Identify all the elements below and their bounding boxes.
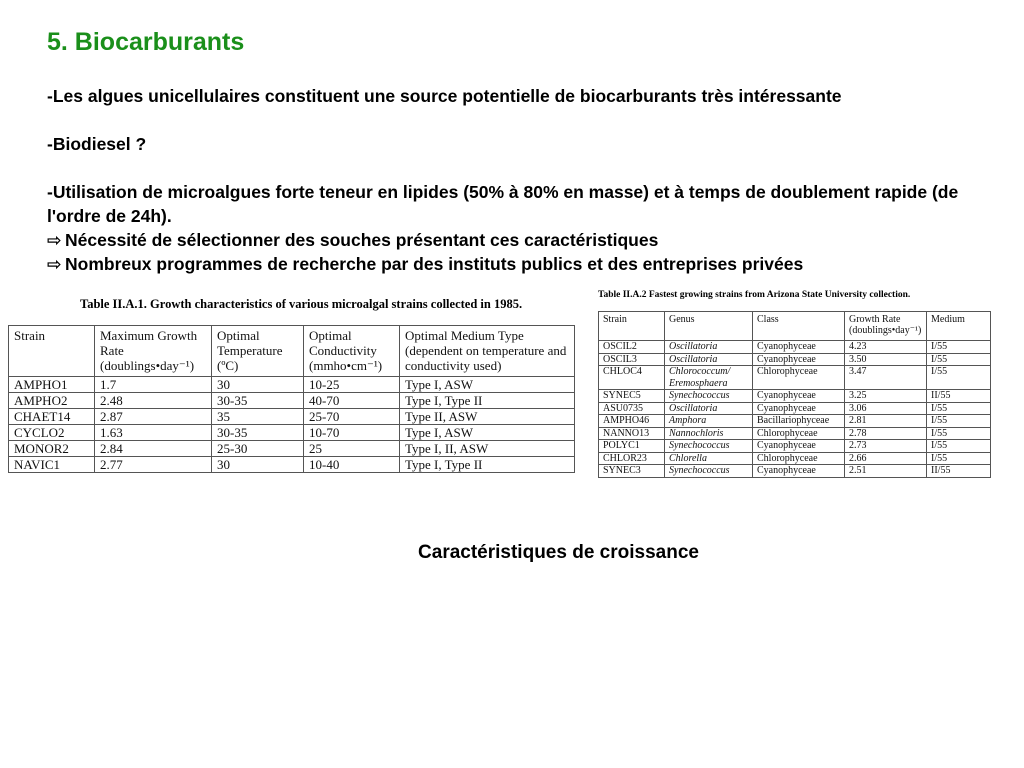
- table-row: [599, 452, 991, 465]
- header-growth-rate: Growth Rate (doublings•day⁻¹): [845, 312, 927, 341]
- table-row: [599, 440, 991, 453]
- table-cell: MONOR2: [9, 441, 95, 457]
- table-cell: 3.47: [845, 366, 927, 390]
- table-cell: 2.77: [95, 457, 212, 473]
- table-cell: I/55: [927, 353, 991, 366]
- table-row: [9, 457, 575, 473]
- table-cell: Type II, ASW: [400, 409, 575, 425]
- table-cell: II/55: [927, 465, 991, 478]
- table-row: [599, 427, 991, 440]
- table-cell: NAVIC1: [9, 457, 95, 473]
- table-cell: I/55: [927, 366, 991, 390]
- table-cell: 1.7: [95, 377, 212, 393]
- table-cell: Synechococcus: [665, 390, 753, 403]
- table-cell: Chlorophyceae: [753, 366, 845, 390]
- text-line-algues: -Les algues unicellulaires constituent une source potentielle de biocarburants très intéressante: [47, 86, 842, 106]
- table-row: [599, 341, 991, 354]
- table-row: [9, 409, 575, 425]
- table-cell: 2.51: [845, 465, 927, 478]
- table-cell: 40-70: [304, 393, 400, 409]
- table-cell: 25: [304, 441, 400, 457]
- table-cell: II/55: [927, 390, 991, 403]
- table-cell: SYNEC5: [599, 390, 665, 403]
- header-strain: Strain: [599, 312, 665, 341]
- right-arrow-icon: ⇨: [47, 230, 62, 250]
- table-cell: OSCIL2: [599, 341, 665, 354]
- table-cell: 30: [212, 377, 304, 393]
- table-cell: 2.73: [845, 440, 927, 453]
- table-cell: I/55: [927, 341, 991, 354]
- table-growth-characteristics: [8, 325, 575, 473]
- table-row: [599, 390, 991, 403]
- table-cell: Synechococcus: [665, 465, 753, 478]
- table-cell: CHLOC4: [599, 366, 665, 390]
- table-cell: Oscillatoria: [665, 402, 753, 415]
- table-cell: Chlorococcum/ Eremosphaera: [665, 366, 753, 390]
- table-row: [599, 465, 991, 478]
- bullet-programmes: [47, 252, 1007, 276]
- table-cell: 30-35: [212, 393, 304, 409]
- table-row: [599, 366, 991, 390]
- table-header-row: [599, 312, 991, 341]
- table-cell: Nannochloris: [665, 427, 753, 440]
- table-cell: Cyanophyceae: [753, 440, 845, 453]
- table-cell: 10-40: [304, 457, 400, 473]
- table-cell: 10-25: [304, 377, 400, 393]
- table-cell: I/55: [927, 440, 991, 453]
- table-cell: I/55: [927, 402, 991, 415]
- table-cell: Bacillariophyceae: [753, 415, 845, 428]
- table-row: [9, 425, 575, 441]
- table-cell: Oscillatoria: [665, 353, 753, 366]
- table-cell: CYCLO2: [9, 425, 95, 441]
- table-cell: 2.87: [95, 409, 212, 425]
- table-cell: Synechococcus: [665, 440, 753, 453]
- table-cell: Chlorophyceae: [753, 427, 845, 440]
- table-cell: Oscillatoria: [665, 341, 753, 354]
- bullet-selection-text: Nécessité de sélectionner des souches présentant ces caractéristiques: [65, 230, 659, 250]
- table-cell: AMPHO1: [9, 377, 95, 393]
- table-cell: CHAET14: [9, 409, 95, 425]
- table-cell: Cyanophyceae: [753, 402, 845, 415]
- header-medium-type: Optimal Medium Type (dependent on temperature and conductivity used): [400, 326, 575, 377]
- header-medium: Medium: [927, 312, 991, 341]
- text-line-biodiesel: -Biodiesel ?: [47, 134, 147, 154]
- table-cell: Amphora: [665, 415, 753, 428]
- table-row: [599, 402, 991, 415]
- table-cell: 3.25: [845, 390, 927, 403]
- table-cell: AMPHO46: [599, 415, 665, 428]
- table-cell: 4.23: [845, 341, 927, 354]
- table-a-caption: Table II.A.1. Growth characteristics of various microalgal strains collected in 1985.: [80, 297, 523, 311]
- table-cell: 35: [212, 409, 304, 425]
- table-cell: 30-35: [212, 425, 304, 441]
- table-cell: Chlorella: [665, 452, 753, 465]
- bullet-selection: [47, 228, 1007, 252]
- table-cell: Cyanophyceae: [753, 341, 845, 354]
- table-cell: 3.50: [845, 353, 927, 366]
- table-cell: Chlorophyceae: [753, 452, 845, 465]
- header-growth-rate: Maximum Growth Rate (doublings•day⁻¹): [95, 326, 212, 377]
- table-cell: 25-70: [304, 409, 400, 425]
- header-strain: Strain: [9, 326, 95, 377]
- table-row: [9, 441, 575, 457]
- table-b-caption: Table II.A.2 Fastest growing strains from Arizona State University collection.: [598, 290, 911, 300]
- table-cell: 10-70: [304, 425, 400, 441]
- table-cell: I/55: [927, 452, 991, 465]
- table-fastest-strains: [598, 311, 991, 478]
- table-cell: SYNEC3: [599, 465, 665, 478]
- table-cell: 2.84: [95, 441, 212, 457]
- table-cell: I/55: [927, 415, 991, 428]
- figure-caption: Caractéristiques de croissance: [418, 542, 699, 563]
- table-cell: Cyanophyceae: [753, 390, 845, 403]
- slide-title: 5. Biocarburants: [47, 28, 245, 56]
- table-row: [599, 353, 991, 366]
- table-cell: POLYC1: [599, 440, 665, 453]
- table-cell: Type I, II, ASW: [400, 441, 575, 457]
- table-row: [599, 415, 991, 428]
- table-cell: Type I, Type II: [400, 393, 575, 409]
- text-line-utilisation: -Utilisation de microalgues forte teneur en lipides (50% à 80% en masse) et à temps de doublement rapide (de l'ordre de 24h).: [47, 182, 959, 226]
- bullet-programmes-text: Nombreux programmes de recherche par des instituts publics et des entreprises privées: [65, 254, 804, 274]
- table-cell: 2.48: [95, 393, 212, 409]
- table-b-body: [599, 341, 991, 478]
- table-header-row: [9, 326, 575, 377]
- table-cell: 2.81: [845, 415, 927, 428]
- table-cell: CHLOR23: [599, 452, 665, 465]
- table-cell: Type I, ASW: [400, 425, 575, 441]
- table-cell: OSCIL3: [599, 353, 665, 366]
- table-cell: ASU0735: [599, 402, 665, 415]
- table-row: [9, 393, 575, 409]
- table-row: [9, 377, 575, 393]
- table-cell: I/55: [927, 427, 991, 440]
- table-cell: 2.66: [845, 452, 927, 465]
- header-conductivity: Optimal Conductivity (mmho•cm⁻¹): [304, 326, 400, 377]
- table-cell: 1.63: [95, 425, 212, 441]
- table-cell: Cyanophyceae: [753, 465, 845, 478]
- table-cell: 3.06: [845, 402, 927, 415]
- table-cell: 30: [212, 457, 304, 473]
- table-cell: 25-30: [212, 441, 304, 457]
- text-block-microalgues: [47, 180, 1007, 276]
- table-cell: NANNO13: [599, 427, 665, 440]
- table-cell: Type I, ASW: [400, 377, 575, 393]
- table-cell: AMPHO2: [9, 393, 95, 409]
- header-class: Class: [753, 312, 845, 341]
- header-genus: Genus: [665, 312, 753, 341]
- table-cell: 2.78: [845, 427, 927, 440]
- header-temperature: Optimal Temperature (ºC): [212, 326, 304, 377]
- right-arrow-icon: ⇨: [47, 254, 62, 274]
- table-cell: Cyanophyceae: [753, 353, 845, 366]
- table-a-body: [9, 377, 575, 473]
- table-cell: Type I, Type II: [400, 457, 575, 473]
